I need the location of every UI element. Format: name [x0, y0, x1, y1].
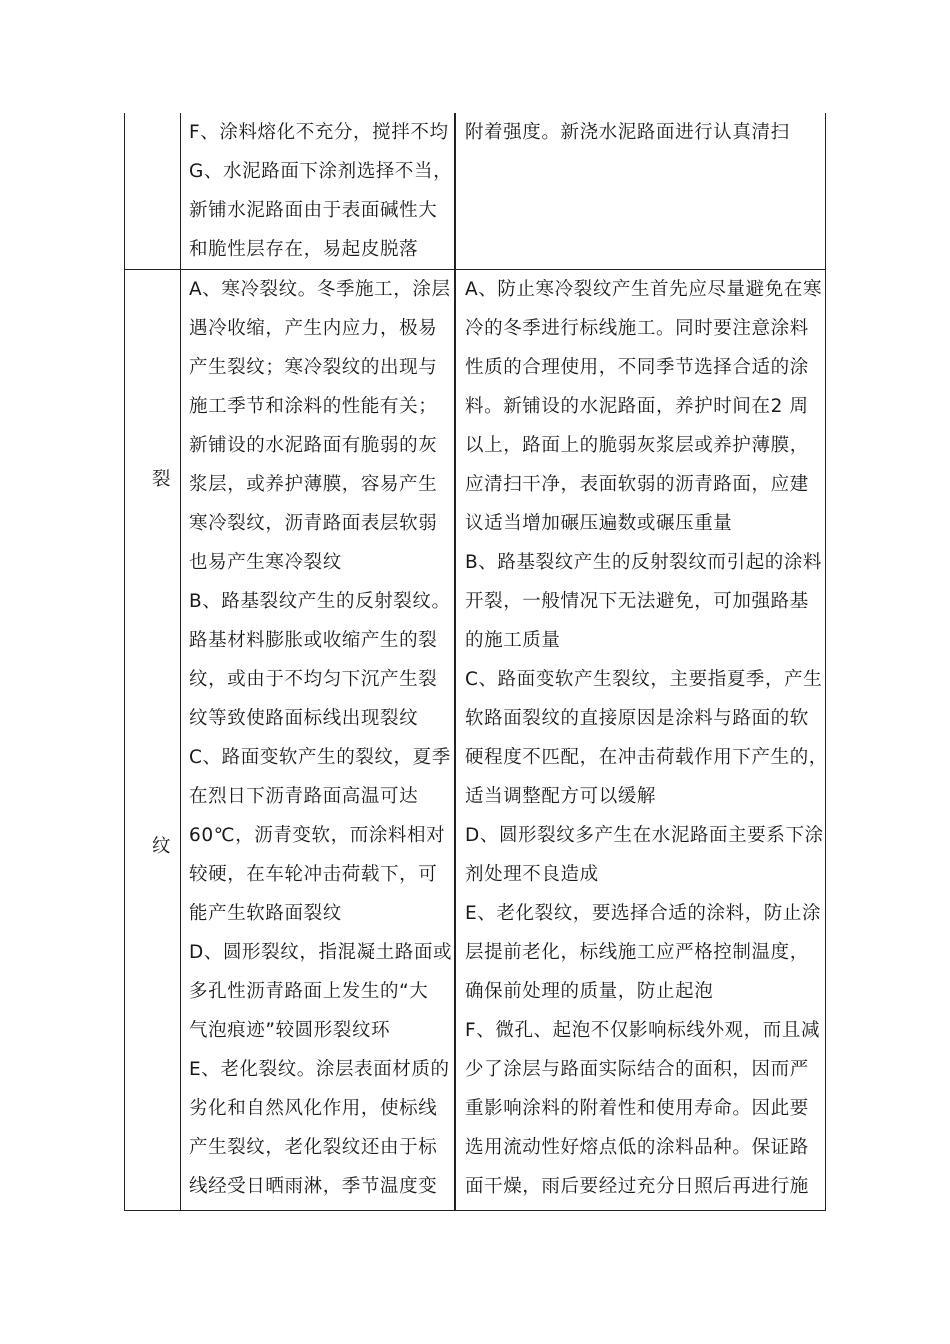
row1-cause-text	[189, 113, 452, 269]
category-char-2: 纹	[152, 836, 171, 857]
remedy-line: 选用流动性好熔点低的涂料品种。保证路	[465, 1137, 809, 1158]
cause-line: 也易产生寒冷裂纹	[189, 552, 342, 573]
cause-line: 线经受日晒雨淋，季节温度变	[189, 1176, 438, 1197]
cause-line: 气泡痕迹”较圆形裂纹环	[189, 1020, 391, 1041]
remedy-line: 议适当增加碾压遍数或碾压重量	[465, 513, 733, 534]
remedy-line: F、微孔、起泡不仅影响标线外观，而且减	[465, 1020, 821, 1041]
cause-line: G、水泥路面下涂剂选择不当，	[189, 161, 453, 182]
remedy-line: 少了涂层与路面实际结合的面积，因而严	[465, 1059, 809, 1080]
cause-line: D、圆形裂纹，指混凝土路面或	[189, 942, 453, 963]
remedy-line: A、防止寒冷裂纹产生首先应尽量避免在寒	[465, 279, 823, 300]
cause-line: F、涂料熔化不充分，搅拌不均	[189, 122, 449, 143]
cause-line: 纹，或由于不均匀下沉产生裂	[189, 669, 438, 690]
cause-line: 产生裂纹，老化裂纹还由于标	[189, 1137, 438, 1158]
cause-line: 能产生软路面裂纹	[189, 903, 342, 924]
remedy-line: 软路面裂纹的直接原因是涂料与路面的软	[465, 708, 809, 729]
cause-line: E、老化裂纹。涂层表面材质的	[189, 1059, 450, 1080]
remedy-line: 适当调整配方可以缓解	[465, 786, 657, 807]
remedy-line: E、老化裂纹，要选择合适的涂料，防止涂	[465, 903, 822, 924]
cause-line: 产生裂纹；寒冷裂纹的出现与	[189, 357, 438, 378]
remedy-line: 层提前老化，标线施工应严格控制温度，	[465, 942, 809, 963]
remedy-line: 重影响涂料的附着性和使用寿命。因此要	[465, 1098, 809, 1119]
remedy-line: 料。新铺设的水泥路面，养护时间在2 周	[465, 396, 809, 417]
cause-line: B、路基裂纹产生的反射裂纹。	[189, 591, 451, 612]
row2-remedy-text	[465, 270, 828, 1206]
remedy-line: 面干燥，雨后要经过充分日照后再进行施	[465, 1176, 809, 1197]
remedy-line: 硬程度不匹配，在冲击荷载作用下产生的，	[465, 747, 828, 768]
table-left-border	[124, 113, 125, 1211]
cause-line: 寒冷裂纹，沥青路面表层软弱	[189, 513, 438, 534]
cause-line: 浆层，或养护薄膜，容易产生	[189, 474, 438, 495]
category-char-1: 裂	[152, 469, 171, 490]
table-bottom-border	[124, 1210, 826, 1211]
cause-line: 路基材料膨胀或收缩产生的裂	[189, 630, 438, 651]
remedy-line: 剂处理不良造成	[465, 864, 599, 885]
cause-line: A、寒冷裂纹。冬季施工，涂层	[189, 279, 451, 300]
cause-line: 遇冷收缩，产生内应力，极易	[189, 318, 438, 339]
cause-line: 施工季节和涂料的性能有关；	[189, 396, 438, 417]
cause-line: 和脆性层存在，易起皮脱落	[189, 239, 419, 260]
cause-line: 多孔性沥青路面上发生的“大	[189, 981, 429, 1002]
cause-line: 新铺设的水泥路面有脆弱的灰	[189, 435, 438, 456]
remedy-line: B、路基裂纹产生的反射裂纹而引起的涂料	[465, 552, 823, 573]
remedy-line: 开裂，一般情况下无法避免，可加强路基	[465, 591, 809, 612]
cause-line: 新铺水泥路面由于表面碱性大	[189, 200, 438, 221]
cause-line: 纹等致使路面标线出现裂纹	[189, 708, 419, 729]
cause-line: C、路面变软产生的裂纹，夏季	[189, 747, 451, 768]
remedy-line: C、路面变软产生裂纹，主要指夏季，产生	[465, 669, 823, 690]
remedy-line: 以上，路面上的脆弱灰浆层或养护薄膜，	[465, 435, 809, 456]
remedy-line: 附着强度。新浇水泥路面进行认真清扫	[465, 122, 790, 143]
remedy-line: 冷的冬季进行标线施工。同时要注意涂料	[465, 318, 809, 339]
cause-line: 60℃，沥青变软，而涂料相对	[189, 825, 446, 846]
cause-line: 较硬，在车轮冲击荷载下，可	[189, 864, 438, 885]
cause-line: 劣化和自然风化作用，使标线	[189, 1098, 438, 1119]
remedy-line: D、圆形裂纹多产生在水泥路面主要系下涂	[465, 825, 824, 846]
column-divider-2	[454, 113, 456, 1211]
remedy-line: 性质的合理使用，不同季节选择合适的涂	[465, 357, 809, 378]
remedy-line: 确保前处理的质量，防止起泡	[465, 981, 714, 1002]
remedy-line: 的施工质量	[465, 630, 561, 651]
row2-cause-text	[189, 270, 452, 1206]
remedy-line: 应清扫干净，表面软弱的沥青路面，应建	[465, 474, 809, 495]
row1-remedy-text	[465, 113, 790, 152]
cause-line: 在烈日下沥青路面高温可达	[189, 786, 419, 807]
column-divider-1	[180, 113, 181, 1211]
